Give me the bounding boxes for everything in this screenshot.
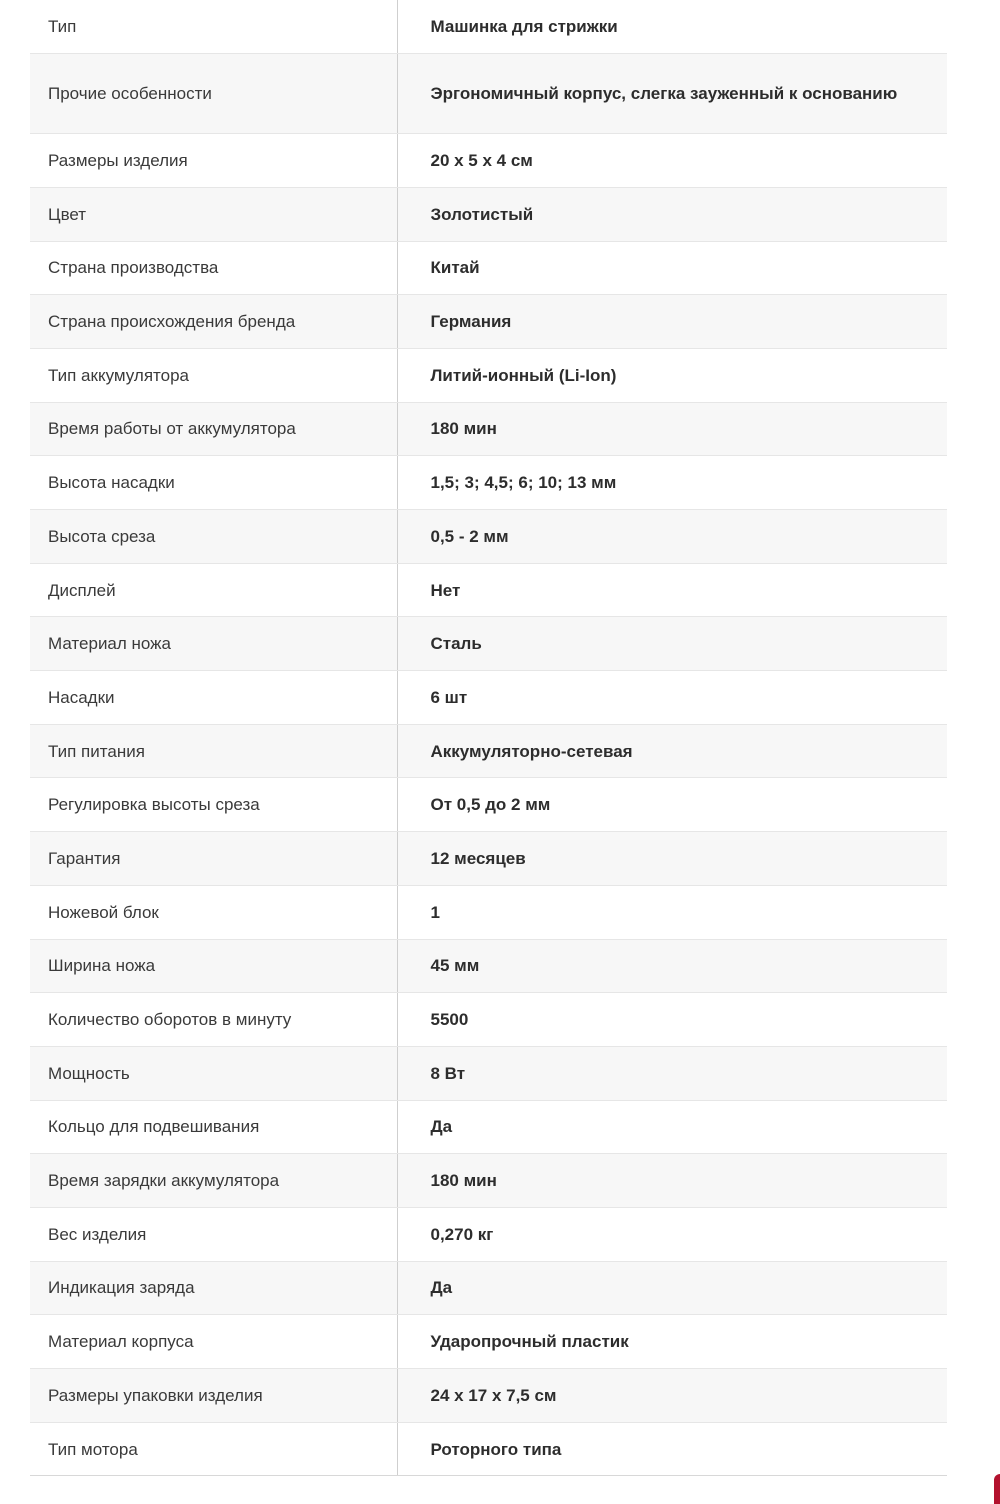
spec-name: Прочие особенности <box>30 54 397 134</box>
spec-name: Размеры упаковки изделия <box>30 1369 397 1423</box>
spec-name: Вес изделия <box>30 1207 397 1261</box>
spec-value: 24 x 17 x 7,5 см <box>397 1369 947 1423</box>
spec-value: 180 мин <box>397 1154 947 1208</box>
spec-row-dimensions <box>30 134 947 188</box>
spec-row-power-type <box>30 724 947 778</box>
spec-value: 0,270 кг <box>397 1207 947 1261</box>
spec-row-hanging-ring <box>30 1100 947 1154</box>
spec-value: 45 мм <box>397 939 947 993</box>
spec-value: Да <box>397 1261 947 1315</box>
spec-name: Тип питания <box>30 724 397 778</box>
spec-name: Высота среза <box>30 510 397 564</box>
spec-value: От 0,5 до 2 мм <box>397 778 947 832</box>
spec-name: Страна производства <box>30 241 397 295</box>
spec-value: Сталь <box>397 617 947 671</box>
spec-name: Время зарядки аккумулятора <box>30 1154 397 1208</box>
spec-name: Материал ножа <box>30 617 397 671</box>
spec-row-warranty <box>30 832 947 886</box>
spec-row-rpm <box>30 993 947 1047</box>
spec-value: 12 месяцев <box>397 832 947 886</box>
spec-row-blade-width <box>30 939 947 993</box>
spec-row-charge-time <box>30 1154 947 1208</box>
spec-value: 6 шт <box>397 671 947 725</box>
spec-row-body-material <box>30 1315 947 1369</box>
spec-row-brand-origin <box>30 295 947 349</box>
spec-value: 1,5; 3; 4,5; 6; 10; 13 мм <box>397 456 947 510</box>
spec-value: Литий-ионный (Li-Ion) <box>397 348 947 402</box>
spec-value: Машинка для стрижки <box>397 0 947 54</box>
specs-table-container <box>30 0 947 1476</box>
spec-name: Мощность <box>30 1046 397 1100</box>
spec-name: Время работы от аккумулятора <box>30 402 397 456</box>
spec-row-battery-runtime <box>30 402 947 456</box>
spec-value: Аккумуляторно-сетевая <box>397 724 947 778</box>
corner-widget-edge[interactable] <box>994 1474 1000 1504</box>
spec-row-cut-height <box>30 510 947 564</box>
spec-name: Гарантия <box>30 832 397 886</box>
spec-value: Да <box>397 1100 947 1154</box>
spec-row-package-dimensions <box>30 1369 947 1423</box>
spec-value: Ударопрочный пластик <box>397 1315 947 1369</box>
spec-name: Высота насадки <box>30 456 397 510</box>
spec-row-motor-type <box>30 1422 947 1476</box>
spec-row-type <box>30 0 947 54</box>
spec-row-power <box>30 1046 947 1100</box>
spec-value: 1 <box>397 885 947 939</box>
spec-name: Индикация заряда <box>30 1261 397 1315</box>
spec-name: Цвет <box>30 187 397 241</box>
spec-row-blade-block <box>30 885 947 939</box>
spec-row-charge-indicator <box>30 1261 947 1315</box>
spec-row-weight <box>30 1207 947 1261</box>
spec-name: Тип аккумулятора <box>30 348 397 402</box>
spec-name: Тип <box>30 0 397 54</box>
spec-name: Кольцо для подвешивания <box>30 1100 397 1154</box>
spec-value: Нет <box>397 563 947 617</box>
spec-name: Тип мотора <box>30 1422 397 1476</box>
spec-name: Количество оборотов в минуту <box>30 993 397 1047</box>
spec-value: Эргономичный корпус, слегка зауженный к основанию <box>397 54 947 134</box>
spec-value: Китай <box>397 241 947 295</box>
spec-row-color <box>30 187 947 241</box>
spec-row-blade-material <box>30 617 947 671</box>
spec-value: 0,5 - 2 мм <box>397 510 947 564</box>
spec-name: Ширина ножа <box>30 939 397 993</box>
spec-value: Германия <box>397 295 947 349</box>
specs-table <box>30 0 947 1476</box>
spec-value: 5500 <box>397 993 947 1047</box>
spec-name: Дисплей <box>30 563 397 617</box>
spec-value: 180 мин <box>397 402 947 456</box>
spec-value: Роторного типа <box>397 1422 947 1476</box>
spec-name: Страна происхождения бренда <box>30 295 397 349</box>
spec-name: Регулировка высоты среза <box>30 778 397 832</box>
spec-name: Ножевой блок <box>30 885 397 939</box>
spec-row-attachment-height <box>30 456 947 510</box>
spec-value: Золотистый <box>397 187 947 241</box>
spec-name: Материал корпуса <box>30 1315 397 1369</box>
spec-name: Насадки <box>30 671 397 725</box>
spec-row-display <box>30 563 947 617</box>
spec-name: Размеры изделия <box>30 134 397 188</box>
spec-row-other-features <box>30 54 947 134</box>
spec-row-cut-adjust <box>30 778 947 832</box>
spec-value: 20 x 5 x 4 см <box>397 134 947 188</box>
spec-row-country-production <box>30 241 947 295</box>
spec-row-attachments <box>30 671 947 725</box>
spec-value: 8 Вт <box>397 1046 947 1100</box>
spec-row-battery-type <box>30 348 947 402</box>
